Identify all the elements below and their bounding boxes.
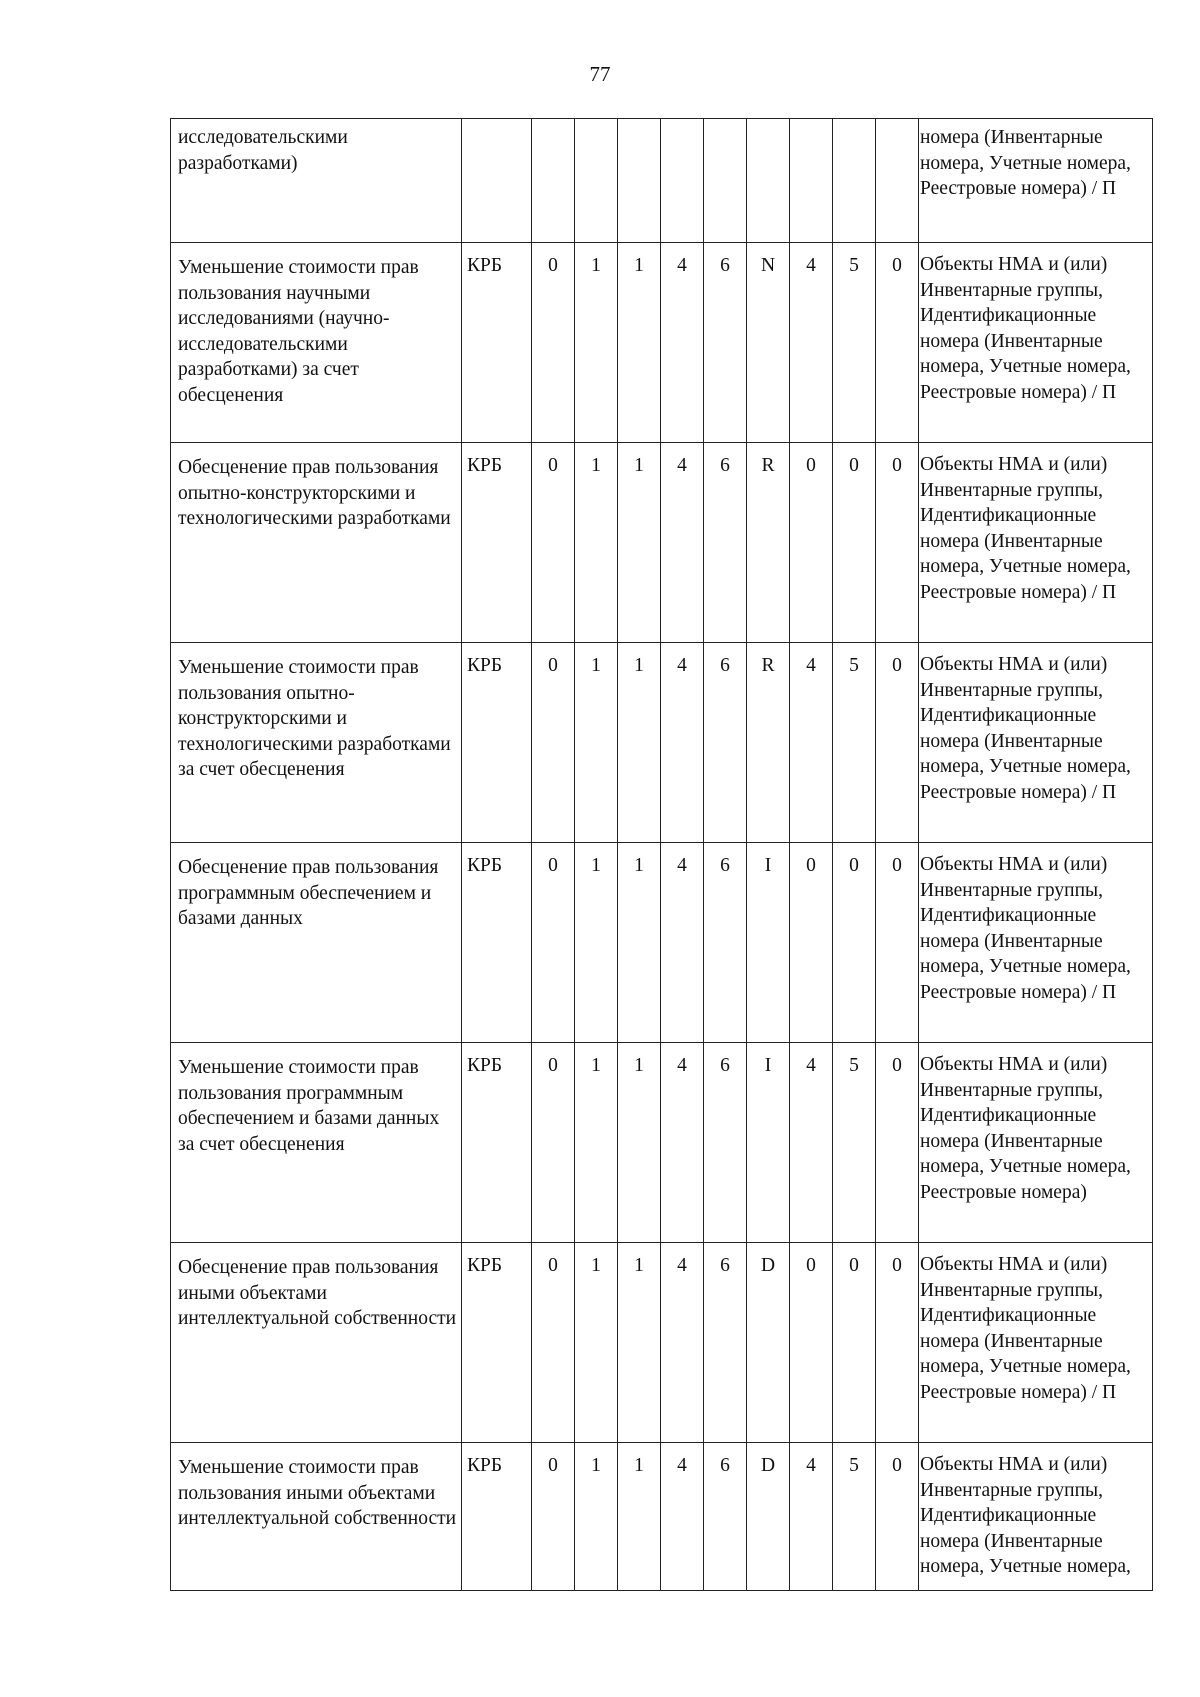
code-cell: КРБ: [462, 243, 532, 443]
digit-cell: 4: [790, 1443, 833, 1591]
objects-cell: Объекты НМА и (или) Инвентарные группы, Идентификационные номера (Инвентарные номера, Учетные номера, Реестровые номера) / П: [919, 443, 1153, 643]
digit-cell: 4: [661, 443, 704, 643]
account-name-cell: Обесценение прав пользования программным обеспечением и базами данных: [171, 843, 462, 1043]
page-number: 77: [589, 62, 611, 86]
digit-cell: 6: [704, 1443, 747, 1591]
digit-cell: 0: [833, 443, 876, 643]
digit-cell: 1: [575, 1443, 618, 1591]
digit-cell: 0: [876, 1443, 919, 1591]
account-name-cell: Уменьшение стоимости прав пользования научными исследованиями (научно-исследовательскими разработками) за счет обесценения: [171, 243, 462, 443]
objects-cell: Объекты НМА и (или) Инвентарные группы, Идентификационные номера (Инвентарные номера, Учетные номера, Реестровые номера) / П: [919, 243, 1153, 443]
digit-cell: [618, 119, 661, 243]
digit-cell: 6: [704, 243, 747, 443]
code-cell: КРБ: [462, 843, 532, 1043]
code-cell: КРБ: [462, 443, 532, 643]
digit-cell: 1: [575, 843, 618, 1043]
digit-cell: 0: [532, 1043, 575, 1243]
digit-cell: 0: [833, 1243, 876, 1443]
digit-cell: [747, 119, 790, 243]
table-row: [171, 1243, 1153, 1443]
digit-cell: 0: [876, 843, 919, 1043]
digit-cell: 1: [618, 1043, 661, 1243]
digit-cell: D: [747, 1243, 790, 1443]
code-cell: КРБ: [462, 1443, 532, 1591]
digit-cell: 4: [661, 1243, 704, 1443]
objects-cell: номера (Инвентарные номера, Учетные номера, Реестровые номера) / П: [919, 119, 1153, 243]
digit-cell: 0: [833, 843, 876, 1043]
digit-cell: 1: [575, 443, 618, 643]
table-row: [171, 1443, 1153, 1591]
table-row: [171, 843, 1153, 1043]
objects-cell: Объекты НМА и (или) Инвентарные группы, Идентификационные номера (Инвентарные номера, Учетные номера, Реестровые номера) / П: [919, 643, 1153, 843]
table-row: [171, 1043, 1153, 1243]
digit-cell: 1: [575, 1243, 618, 1443]
table-row: [171, 243, 1153, 443]
digit-cell: [575, 119, 618, 243]
digit-cell: 0: [532, 843, 575, 1043]
digit-cell: 4: [661, 243, 704, 443]
digit-cell: 0: [876, 643, 919, 843]
digit-cell: R: [747, 643, 790, 843]
digit-cell: 6: [704, 443, 747, 643]
account-name-cell: Обесценение прав пользования иными объектами интеллектуальной собственности: [171, 1243, 462, 1443]
digit-cell: N: [747, 243, 790, 443]
digit-cell: [833, 119, 876, 243]
objects-cell: Объекты НМА и (или) Инвентарные группы, Идентификационные номера (Инвентарные номера, Учетные номера, Реестровые номера) / П: [919, 1243, 1153, 1443]
table-row: [171, 119, 1153, 243]
digit-cell: 0: [876, 1243, 919, 1443]
account-name-cell: Уменьшение стоимости прав пользования программным обеспечением и базами данных за счет обесценения: [171, 1043, 462, 1243]
digit-cell: 6: [704, 1243, 747, 1443]
account-name-cell: Уменьшение стоимости прав пользования иными объектами интеллектуальной собственности: [171, 1443, 462, 1591]
digit-cell: 6: [704, 643, 747, 843]
digit-cell: 4: [661, 643, 704, 843]
digit-cell: R: [747, 443, 790, 643]
digit-cell: 0: [532, 1443, 575, 1591]
digit-cell: 6: [704, 843, 747, 1043]
digit-cell: 1: [618, 1243, 661, 1443]
digit-cell: 0: [790, 443, 833, 643]
code-cell: КРБ: [462, 1043, 532, 1243]
digit-cell: [790, 119, 833, 243]
code-cell: КРБ: [462, 1243, 532, 1443]
digit-cell: 0: [790, 1243, 833, 1443]
digit-cell: [661, 119, 704, 243]
digit-cell: 1: [618, 643, 661, 843]
digit-cell: 1: [618, 443, 661, 643]
digit-cell: 5: [833, 243, 876, 443]
table-row: [171, 643, 1153, 843]
digit-cell: 5: [833, 1043, 876, 1243]
code-cell: [462, 119, 532, 243]
digit-cell: 5: [833, 1443, 876, 1591]
digit-cell: 0: [876, 1043, 919, 1243]
digit-cell: 6: [704, 1043, 747, 1243]
digit-cell: 5: [833, 643, 876, 843]
objects-cell: Объекты НМА и (или) Инвентарные группы, Идентификационные номера (Инвентарные номера, Учетные номера,: [919, 1443, 1153, 1591]
digit-cell: I: [747, 1043, 790, 1243]
digit-cell: 1: [618, 1443, 661, 1591]
account-name-cell: исследовательскими разработками): [171, 119, 462, 243]
digit-cell: 4: [661, 843, 704, 1043]
digit-cell: [704, 119, 747, 243]
digit-cell: 4: [790, 1043, 833, 1243]
digit-cell: 0: [532, 643, 575, 843]
digit-cell: 0: [532, 1243, 575, 1443]
accounts-table: [170, 118, 1153, 1591]
objects-cell: Объекты НМА и (или) Инвентарные группы, Идентификационные номера (Инвентарные номера, Учетные номера, Реестровые номера): [919, 1043, 1153, 1243]
digit-cell: 0: [532, 443, 575, 643]
digit-cell: 4: [661, 1443, 704, 1591]
objects-cell: Объекты НМА и (или) Инвентарные группы, Идентификационные номера (Инвентарные номера, Учетные номера, Реестровые номера) / П: [919, 843, 1153, 1043]
digit-cell: 4: [790, 243, 833, 443]
digit-cell: 4: [790, 643, 833, 843]
digit-cell: 1: [575, 643, 618, 843]
digit-cell: 0: [532, 243, 575, 443]
digit-cell: 1: [618, 243, 661, 443]
digit-cell: [876, 119, 919, 243]
digit-cell: 0: [790, 843, 833, 1043]
code-cell: КРБ: [462, 643, 532, 843]
accounts-table-body: [171, 119, 1153, 1591]
digit-cell: 0: [876, 243, 919, 443]
digit-cell: [532, 119, 575, 243]
digit-cell: 1: [575, 243, 618, 443]
digit-cell: 1: [575, 1043, 618, 1243]
account-name-cell: Уменьшение стоимости прав пользования опытно-конструкторскими и технологическими разработками за счет обесценения: [171, 643, 462, 843]
digit-cell: 4: [661, 1043, 704, 1243]
digit-cell: D: [747, 1443, 790, 1591]
digit-cell: 1: [618, 843, 661, 1043]
account-name-cell: Обесценение прав пользования опытно-конструкторскими и технологическими разработками: [171, 443, 462, 643]
digit-cell: I: [747, 843, 790, 1043]
table-row: [171, 443, 1153, 643]
digit-cell: 0: [876, 443, 919, 643]
